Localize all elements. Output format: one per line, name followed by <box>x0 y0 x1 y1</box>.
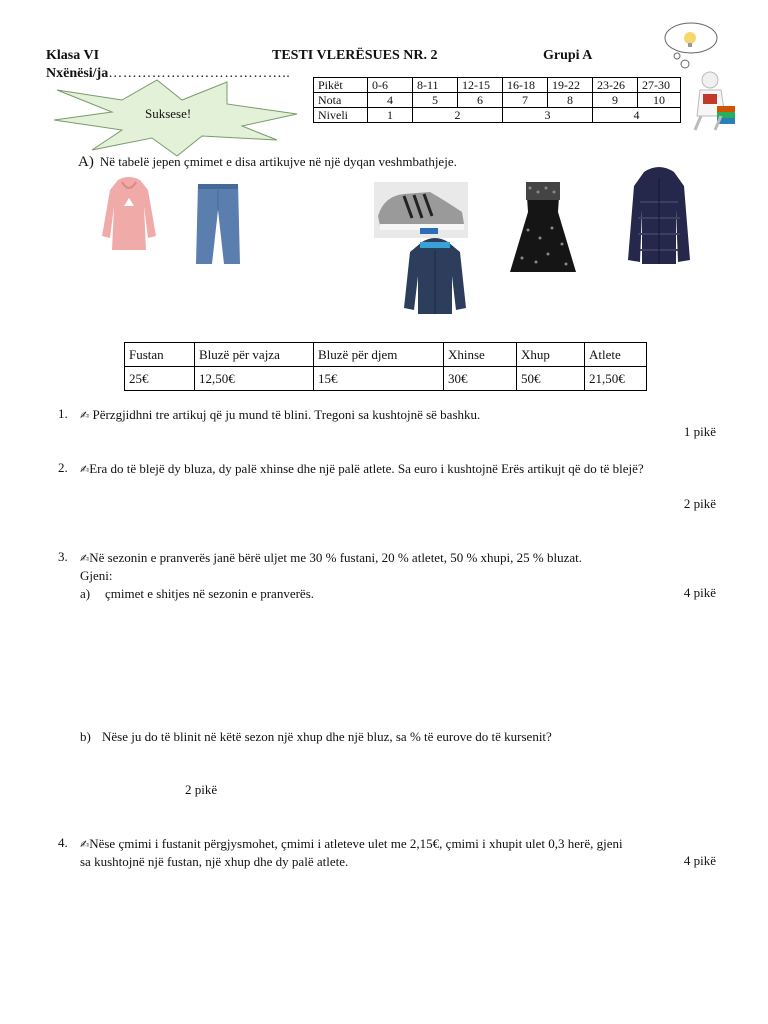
thinking-figure-image <box>655 18 740 133</box>
grading-row-label: Niveli <box>314 108 368 123</box>
price-value-row <box>125 367 647 391</box>
grading-cell: 5 <box>413 93 458 108</box>
grading-cell: 9 <box>593 93 638 108</box>
student-label: Nxënësi/ja <box>46 66 109 81</box>
question-1-text <box>80 406 700 425</box>
grading-row-label: Nota <box>314 93 368 108</box>
price-header-cell: Fustan <box>125 343 195 367</box>
price-value-cell: 30€ <box>444 367 517 391</box>
student-name-dots: ……………………………….. <box>108 66 291 81</box>
question-1-points: 1 pikë <box>683 424 716 439</box>
grading-cell: 2 <box>413 108 503 123</box>
section-a-intro <box>78 154 457 171</box>
boys-hoodie-image <box>402 236 468 316</box>
grading-cell: 4 <box>593 108 681 123</box>
grading-cell: 1 <box>368 108 413 123</box>
grading-row-label: Pikët <box>314 78 368 93</box>
section-a-text: Në tabelë jepen çmimet e disa artikujve në një dyqan veshmbathjeje. <box>99 154 457 169</box>
question-4-text-line2: sa kushtojnë një fustan, një xhup dhe dy palë atlete. <box>80 854 349 869</box>
question-2-body: Era do të blejë dy bluza, dy palë xhinse dhe një palë atlete. Sa euro i kushtojnë Erës artikujt që do të blejë? <box>89 461 644 476</box>
price-table <box>124 342 647 391</box>
pen-icon: ✍ <box>80 838 90 851</box>
price-header-cell: Bluzë për vajza <box>195 343 314 367</box>
grading-cell: 8 <box>548 93 593 108</box>
star-text: Suksese! <box>145 106 192 121</box>
question-1-body: Përzgjidhni tre artikuj që ju mund të blini. Tregoni sa kushtojnë së bashku. <box>92 407 481 422</box>
jeans-image <box>192 182 244 266</box>
pen-icon: ✍ <box>80 463 90 476</box>
question-3b-points: 2 pikë <box>185 782 218 797</box>
question-4-points: 4 pikë <box>683 853 716 868</box>
pen-icon: ✍ <box>80 409 90 422</box>
price-value-cell: 12,50€ <box>195 367 314 391</box>
price-header-cell: Xhinse <box>444 343 517 367</box>
grading-cell: 6 <box>458 93 503 108</box>
price-value-cell: 25€ <box>125 367 195 391</box>
pink-hoodie-image <box>100 176 158 254</box>
grading-cell: 12-15 <box>458 78 503 93</box>
grading-row-niveli <box>314 108 681 123</box>
question-3a-text: çmimet e shitjes në sezonin e pranverës. <box>105 586 315 601</box>
grading-cell: 16-18 <box>503 78 548 93</box>
grading-cell: 4 <box>368 93 413 108</box>
grading-row-nota <box>314 93 681 108</box>
question-3b-text: Nëse ju do të blinit në këtë sezon një xhup dhe një bluz, sa % të eurove do të kursenit? <box>102 729 552 744</box>
grading-cell: 27-30 <box>638 78 681 93</box>
question-3-points: 4 pikë <box>683 585 716 600</box>
price-value-cell: 50€ <box>517 367 585 391</box>
price-value-cell: 15€ <box>314 367 444 391</box>
question-4-number: 4. <box>58 835 68 850</box>
question-4-text <box>80 835 720 854</box>
question-2-points: 2 pikë <box>683 496 716 511</box>
question-3-find: Gjeni: <box>80 568 113 583</box>
grading-cell: 8-11 <box>413 78 458 93</box>
question-2-text <box>80 460 708 479</box>
price-header-cell: Bluzë për djem <box>314 343 444 367</box>
grading-cell: 10 <box>638 93 681 108</box>
sneakers-image <box>374 182 468 238</box>
pen-icon: ✍ <box>80 552 90 565</box>
grading-cell: 0-6 <box>368 78 413 93</box>
price-header-cell: Atlete <box>585 343 647 367</box>
grading-cell: 3 <box>503 108 593 123</box>
class-label: Klasa VI <box>46 48 100 63</box>
grading-cell: 23-26 <box>593 78 638 93</box>
question-3-number: 3. <box>58 549 68 564</box>
question-3-body: Në sezonin e pranverës janë bërë uljet me 30 % fustani, 20 % atletet, 50 % xhupi, 25 % bluzat. <box>89 550 582 565</box>
test-title: TESTI VLERËSUES NR. 2 <box>272 48 438 63</box>
question-3b-label: b) <box>80 729 91 744</box>
question-2-number: 2. <box>58 460 68 475</box>
group-label: Grupi A <box>543 48 593 63</box>
black-dress-image <box>508 180 578 280</box>
question-1-number: 1. <box>58 406 68 421</box>
question-3a-label: a) <box>80 586 91 601</box>
grading-cell: 7 <box>503 93 548 108</box>
grading-cell: 19-22 <box>548 78 593 93</box>
puffer-jacket-image <box>626 166 692 266</box>
question-3-text <box>80 549 710 568</box>
price-header-cell: Xhup <box>517 343 585 367</box>
price-header-row <box>125 343 647 367</box>
grading-row-pikët <box>314 78 681 93</box>
price-value-cell: 21,50€ <box>585 367 647 391</box>
section-a-letter: A) <box>78 154 94 170</box>
grading-table <box>313 77 681 123</box>
question-4-body: Nëse çmimi i fustanit përgjysmohet, çmimi i atleteve ulet me 2,15€, çmimi i xhupit ulet 0,3 herë, gjeni <box>89 836 623 851</box>
